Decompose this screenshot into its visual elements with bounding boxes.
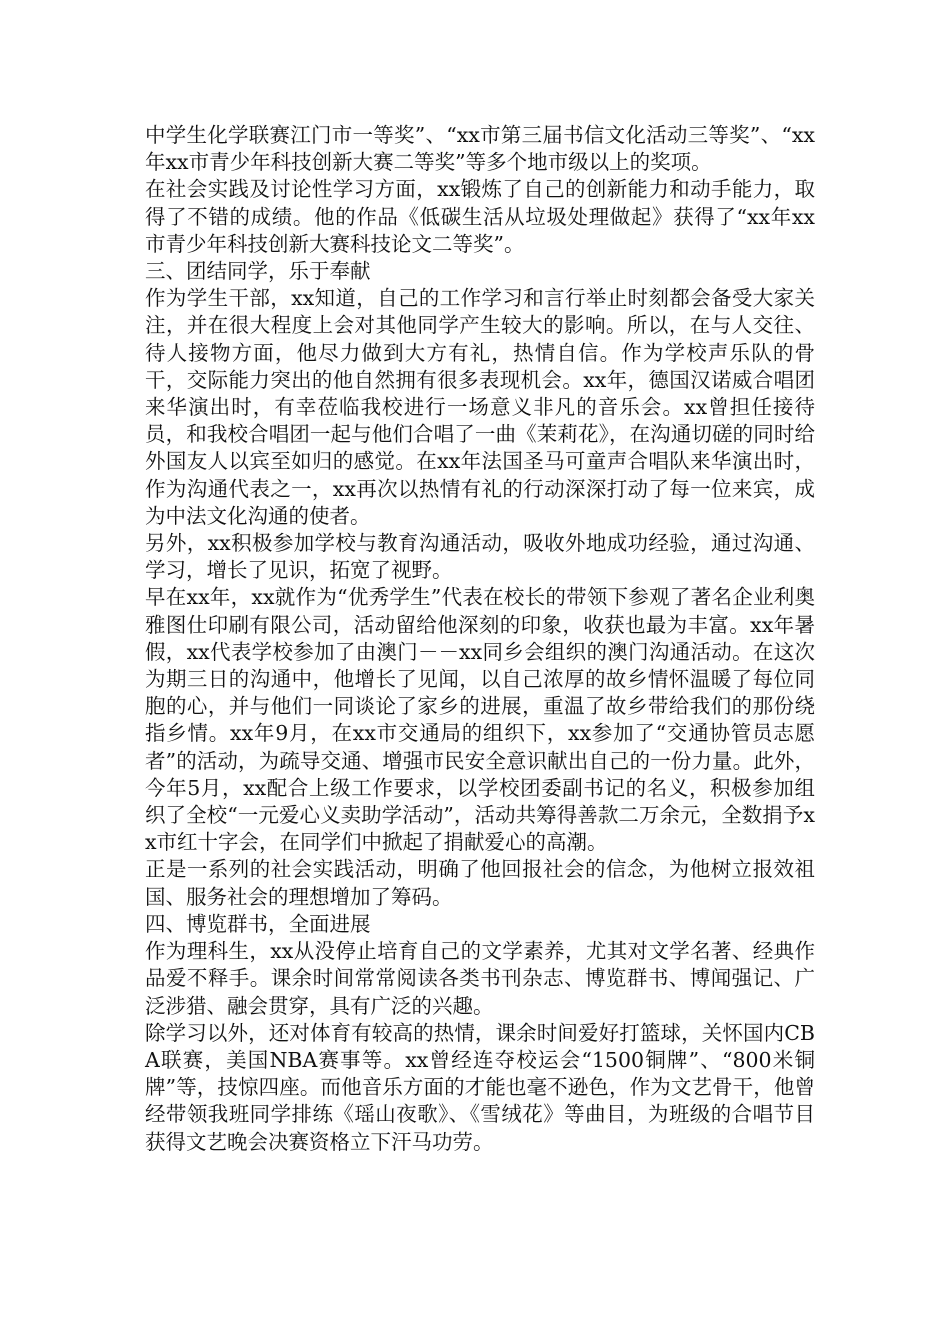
paragraph-student-leader: 作为学生干部，xx知道，自己的工作学习和言行举止时刻都会备受大家关注，并在很大程度上会对其他同学产生较大的影响。所以，在与人交往、待人接物方面，他尽力做到大方有礼，热情自信。作为学校声乐队的骨干，交际能力突出的他自然拥有很多表现机会。xx年，德国汉诺威合唱团来华演出时，有幸莅临我校进行一场意义非凡的音乐会。xx曾担任接待员，和我校合唱团一起与他们合唱了一曲《茉莉花》，在沟通切磋的同时给外国友人以宾至如归的感觉。在xx年法国圣马可童声合唱队来华演出时，作为沟通代表之一，xx再次以热情有礼的行动深深打动了每一位来宾，成为中法文化沟通的使者。 — [145, 286, 815, 528]
paragraph-literature: 作为理科生，xx从没停止培育自己的文学素养，尤其对文学名著、经典作品爱不释手。课余时间常常阅读各类书刊杂志、博览群书、博闻强记、广泛涉猎、融会贯穿，具有广泛的兴趣。 — [145, 939, 815, 1018]
document-body — [145, 122, 815, 1156]
paragraph-exchange-activities: 另外，xx积极参加学校与教育沟通活动，吸收外地成功经验，通过沟通、学习，增长了见识，拓宽了视野。 — [145, 531, 815, 583]
paragraph-awards-continued: 中学生化学联赛江门市一等奖”、“xx市第三届书信文化活动三等奖”、“xx年xx市青少年科技创新大赛二等奖”等多个地市级以上的奖项。 — [145, 123, 815, 175]
paragraph-social-practice: 在社会实践及讨论性学习方面，xx锻炼了自己的创新能力和动手能力，取得了不错的成绩。他的作品《低碳生活从垃圾处理做起》获得了“xx年xx市青少年科技创新大赛科技论文二等奖”。 — [145, 177, 815, 256]
paragraph-early-visits: 早在xx年，xx就作为“优秀学生”代表在校长的带领下参观了著名企业利奥雅图仕印刷有限公司，活动留给他深刻的印象，收获也最为丰富。xx年暑假，xx代表学校参加了由澳门－－xx同乡会组织的澳门沟通活动。在这次为期三日的沟通中，他增长了见闻，以自己浓厚的故乡情怀温暖了每位同胞的心，并与他们一同谈论了家乡的进展，重温了故乡带给我们的那份绕指乡情。xx年9月，在xx市交通局的组织下，xx参加了“交通协管员志愿者”的活动，为疏导交通、增强市民安全意识献出自己的一份力量。此外，今年5月，xx配合上级工作要求，以学校团委副书记的名义，积极参加组织了全校“一元爱心义卖助学活动”，活动共筹得善款二万余元，全数捐予xx市红十字会，在同学们中掀起了捐献爱心的高潮。 — [145, 585, 815, 855]
section-heading-3: 三、团结同学，乐于奉献 — [145, 259, 371, 284]
paragraph-practice-summary: 正是一系列的社会实践活动，明确了他回报社会的信念，为他树立报效祖国、服务社会的理想增加了筹码。 — [145, 857, 815, 909]
paragraph-sports-music: 除学习以外，还对体育有较高的热情，课余时间爱好打篮球，关怀国内CBA联赛，美国NBA赛事等。xx曾经连夺校运会“1500铜牌”、“800米铜牌”等，技惊四座。而他音乐方面的才能也毫不逊色，作为文艺骨干，他曾经带领我班同学排练《瑶山夜歌》、《雪绒花》等曲目，为班级的合唱节目获得文艺晚会决赛资格立下汗马功劳。 — [145, 1020, 815, 1154]
section-heading-4: 四、博览群书，全面进展 — [145, 911, 371, 936]
